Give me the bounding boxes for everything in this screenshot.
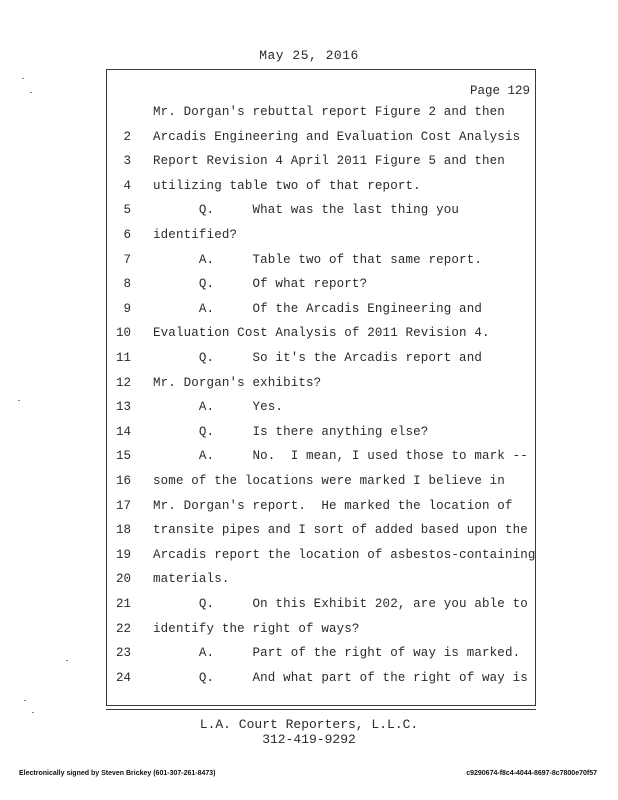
transcript-line: identified?: [153, 228, 238, 242]
line-number: 23: [115, 646, 131, 660]
electronic-signature: Electronically signed by Steven Brickey (601-307-261-8473): [19, 770, 216, 777]
transcript-line: Mr. Dorgan's rebuttal report Figure 2 and then: [153, 105, 505, 119]
line-number: 4: [123, 179, 131, 193]
transcript-line: Evaluation Cost Analysis of 2011 Revision 4.: [153, 326, 490, 340]
line-number: 8: [123, 277, 131, 291]
transcript-line: A. Table two of that same report.: [153, 253, 483, 267]
transcript-line: Q. So it's the Arcadis report and: [153, 351, 483, 365]
line-number: 17: [115, 499, 131, 513]
transcript-line: Arcadis Engineering and Evaluation Cost Analysis: [153, 130, 521, 144]
page-number: Page 129: [469, 84, 530, 98]
line-number: 15: [115, 449, 131, 463]
court-reporter-phone: 312-419-9292: [262, 732, 356, 747]
line-number: 5: [123, 203, 131, 217]
line-number: 11: [115, 351, 131, 365]
line-number: 24: [115, 671, 131, 685]
line-number: 18: [115, 523, 131, 537]
line-number: 2: [123, 130, 131, 144]
transcript-line: Q. What was the last thing you: [153, 203, 460, 217]
document-hash: c9290674-f8c4-4044-8697-8c7800e70f57: [466, 770, 597, 777]
transcript-line: A. Of the Arcadis Engineering and: [153, 302, 483, 316]
line-number: 20: [115, 572, 131, 586]
line-number: 7: [123, 253, 131, 267]
scan-speck: [18, 400, 20, 401]
transcript-line: Q. And what part of the right of way is: [153, 671, 528, 685]
date-header: May 25, 2016: [259, 48, 359, 63]
transcript-line: Mr. Dorgan's exhibits?: [153, 376, 322, 390]
line-number: 19: [115, 548, 131, 562]
line-number: 6: [123, 228, 131, 242]
line-number: 14: [115, 425, 131, 439]
scan-speck: [22, 78, 24, 79]
scan-speck: [30, 92, 32, 93]
line-number: 21: [115, 597, 131, 611]
transcript-line: identify the right of ways?: [153, 622, 360, 636]
transcript-line: Q. Of what report?: [153, 277, 368, 291]
transcript-line: Mr. Dorgan's report. He marked the location of: [153, 499, 513, 513]
line-number: 9: [123, 302, 131, 316]
scan-speck: [32, 712, 34, 713]
transcript-line: some of the locations were marked I believe in: [153, 474, 505, 488]
line-number: 3: [123, 154, 131, 168]
transcript-line: materials.: [153, 572, 230, 586]
transcript-line: Q. On this Exhibit 202, are you able to: [153, 597, 528, 611]
line-number: 10: [115, 326, 131, 340]
court-reporter-company: L.A. Court Reporters, L.L.C.: [199, 717, 419, 732]
line-number: 16: [115, 474, 131, 488]
frame-bottom-rule: [106, 709, 536, 710]
transcript-line: A. Part of the right of way is marked.: [153, 646, 521, 660]
line-number: 13: [115, 400, 131, 414]
transcript-line: transite pipes and I sort of added based upon the: [153, 523, 528, 537]
transcript-line: A. Yes.: [153, 400, 284, 414]
scan-speck: [24, 700, 26, 701]
transcript-line: Q. Is there anything else?: [153, 425, 429, 439]
scan-speck: [66, 660, 68, 661]
line-number: 12: [115, 376, 131, 390]
line-number: 22: [115, 622, 131, 636]
transcript-line: Report Revision 4 April 2011 Figure 5 and then: [153, 154, 505, 168]
transcript-line: Arcadis report the location of asbestos-containing: [153, 548, 536, 562]
transcript-line: A. No. I mean, I used those to mark --: [153, 449, 528, 463]
transcript-line: utilizing table two of that report.: [153, 179, 421, 193]
